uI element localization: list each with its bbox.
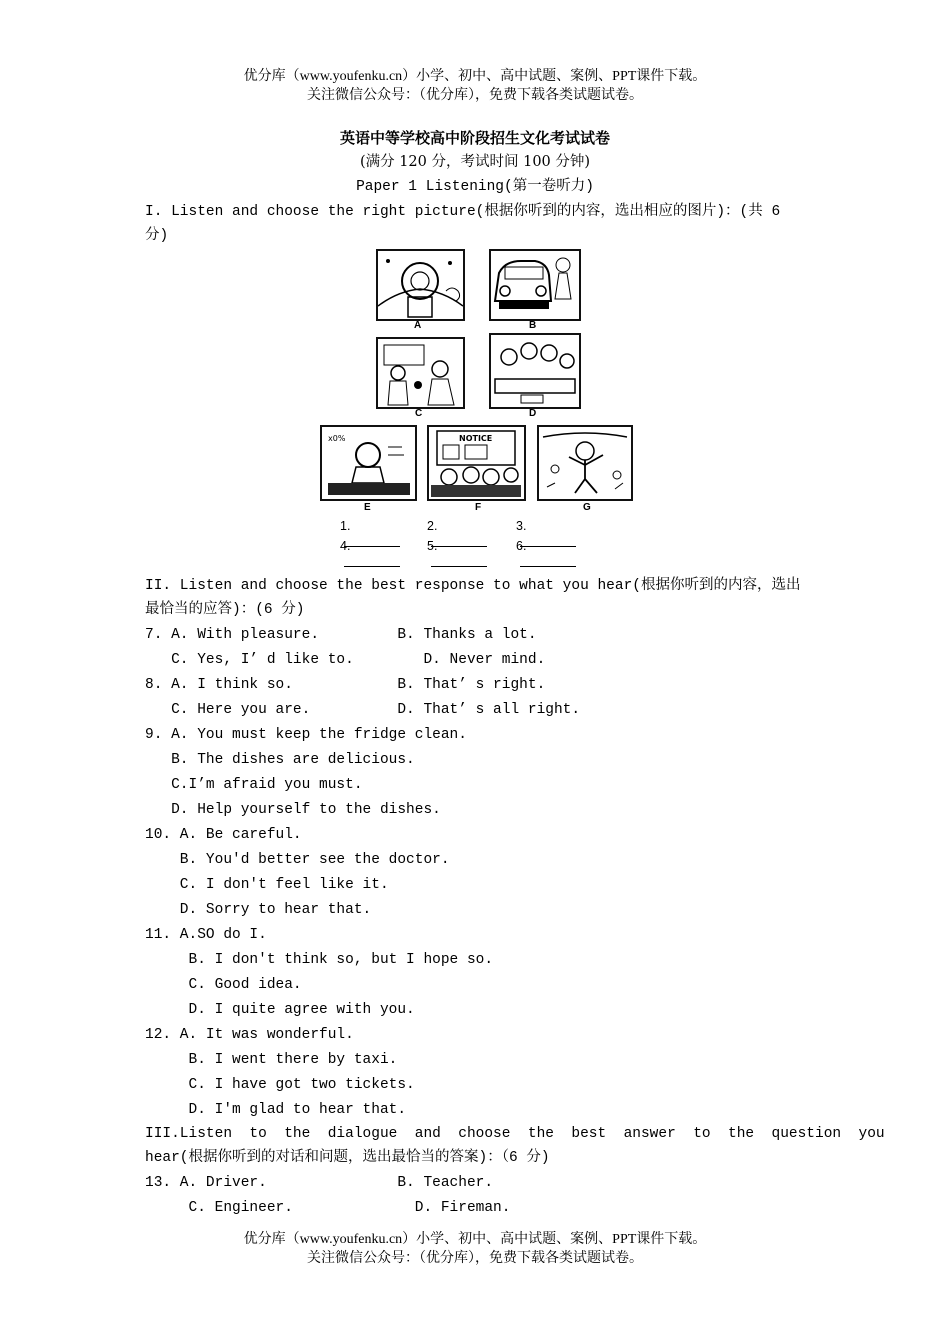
picture-label-g: G <box>583 502 591 513</box>
classroom-picture-icon <box>376 337 465 409</box>
question-line: B. I don't think so, but I hope so. <box>145 952 494 968</box>
section1-instruction-cont: 分) <box>145 228 169 244</box>
answer-blank-1[interactable]: 1. <box>340 519 400 547</box>
section3-instruction-cont: hear(根据你听到的对话和问题，选出最恰当的答案)：（6 分) <box>145 1150 550 1166</box>
question-line: 8. A. I think so. B. That’ s right. <box>145 677 546 693</box>
question-line: C. Good idea. <box>145 977 302 993</box>
answer-blank-5[interactable]: 5. <box>427 539 487 567</box>
question-line: C. Engineer. D. Fireman. <box>145 1200 511 1216</box>
section3-instruction: III.Listen to the dialogue and choose the best answer to the question you <box>145 1126 885 1142</box>
question-line: B. You'd better see the doctor. <box>145 852 450 868</box>
site-footer-line1: 优分库（www.youfenku.cn）小学、初中、高中试题、案例、PPT课件下载。 <box>243 1232 707 1247</box>
question-line: 13. A. Driver. B. Teacher. <box>145 1175 494 1191</box>
question-line: D. I'm glad to hear that. <box>145 1102 407 1118</box>
notice-board-picture-icon <box>427 425 526 501</box>
section2-instruction-cont: 最恰当的应答)：(6 分) <box>145 602 305 618</box>
question-line: C. Yes, I’ d like to. D. Never mind. <box>145 652 546 668</box>
picture-label-b: B <box>529 320 537 331</box>
question-line: B. The dishes are delicious. <box>145 752 415 768</box>
question-line: C. Here you are. D. That’ s all right. <box>145 702 581 718</box>
celebration-picture-icon <box>537 425 633 501</box>
question-line: 11. A.SO do I. <box>145 927 267 943</box>
picture-label-e: E <box>364 502 371 513</box>
exam-title: 英语中等学校高中阶段招生文化考试试卷 <box>339 129 610 147</box>
question-line: 10. A. Be careful. <box>145 827 302 843</box>
exam-subtitle: (满分 120 分，考试时间 100 分钟) <box>359 154 591 170</box>
question-line: D. Sorry to hear that. <box>145 902 372 918</box>
site-header-line1: 优分库（www.youfenku.cn）小学、初中、高中试题、案例、PPT课件下载。 <box>243 69 707 84</box>
question-line: D. I quite agree with you. <box>145 1002 415 1018</box>
answer-blank-2[interactable]: 2. <box>427 519 487 547</box>
question-line: 7. A. With pleasure. B. Thanks a lot. <box>145 627 537 643</box>
paper-heading: Paper 1 Listening(第一卷听力) <box>356 179 594 195</box>
notice-text: NOTICE <box>459 434 493 443</box>
answer-blank-3[interactable]: 3. <box>516 519 576 547</box>
picture-label-c: C <box>415 408 423 419</box>
picture-label-a: A <box>414 320 422 331</box>
question-line: 12. A. It was wonderful. <box>145 1027 354 1043</box>
group-picture-icon <box>489 333 581 409</box>
car-picture-icon <box>489 249 581 321</box>
svg-text:x0%: x0% <box>328 434 346 443</box>
question-line: B. I went there by taxi. <box>145 1052 398 1068</box>
answer-blank-6[interactable]: 6. <box>516 539 576 567</box>
section2-instruction: II. Listen and choose the best response to what you hear(根据你听到的内容，选出 <box>145 578 801 594</box>
section1-instruction: I. Listen and choose the right picture(根据你听到的内容，选出相应的图片)：(共 6 <box>145 204 781 220</box>
answer-blank-4[interactable]: 4. <box>340 539 400 567</box>
question-line: C. I have got two tickets. <box>145 1077 415 1093</box>
picture-label-d: D <box>529 408 537 419</box>
site-footer-line2: 关注微信公众号：（优分库），免费下载各类试题试卷。 <box>307 1251 643 1266</box>
picture-label-f: F <box>475 502 482 513</box>
student-desk-picture-icon <box>320 425 417 501</box>
question-line: 9. A. You must keep the fridge clean. <box>145 727 467 743</box>
site-header-line2: 关注微信公众号：（优分库），免费下载各类试题试卷。 <box>307 88 643 103</box>
astronaut-picture-icon <box>376 249 465 321</box>
question-line: C. I don't feel like it. <box>145 877 389 893</box>
question-line: D. Help yourself to the dishes. <box>145 802 441 818</box>
question-line: C.I’m afraid you must. <box>145 777 363 793</box>
